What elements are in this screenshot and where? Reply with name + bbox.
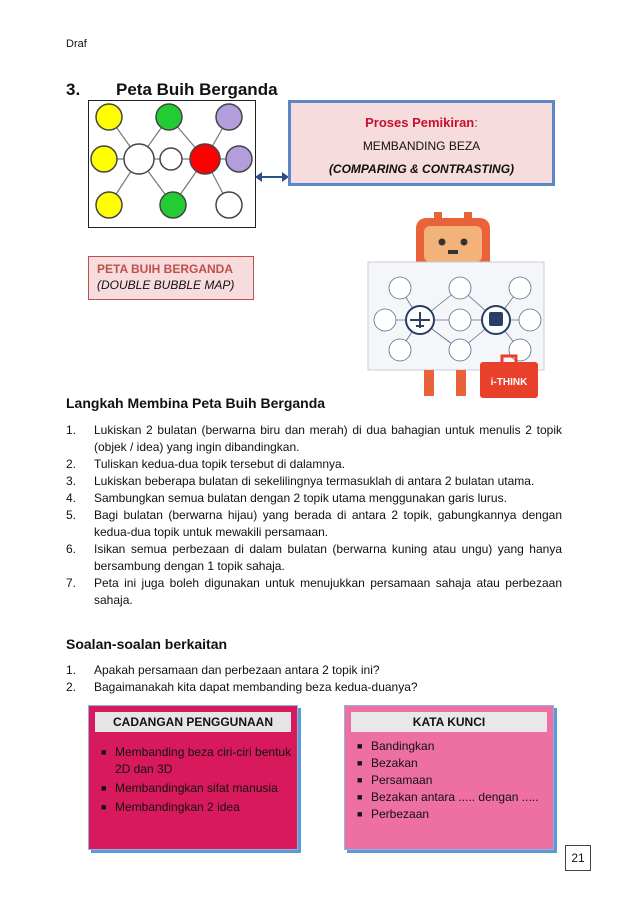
keyword-item — [345, 772, 553, 789]
mini-bubble — [519, 309, 541, 331]
map-label-title: PETA BUIH BERGANDA — [97, 262, 234, 276]
item-text: Lukiskan 2 bulatan (berwarna biru dan merah) di dua bahagian untuk menulis 2 topik (objek / idea) yang ingin dibandingkan. — [94, 423, 562, 454]
bullet-text: Bezakan — [371, 756, 418, 770]
square-bullet-icon: ■ — [101, 802, 107, 812]
bubble-center — [160, 148, 182, 170]
usage-item — [89, 780, 297, 797]
step-item — [66, 456, 562, 473]
item-number: 4. — [66, 491, 77, 505]
process-title: Proses Pemikiran: — [365, 115, 478, 130]
bullet-text: Bandingkan — [371, 739, 435, 753]
bubble-yellow — [96, 192, 122, 218]
questions-list — [66, 662, 562, 696]
item-number: 2. — [66, 680, 77, 694]
mini-bubble — [509, 277, 531, 299]
mini-bubble — [374, 309, 396, 331]
step-item — [66, 575, 562, 609]
step-item — [66, 507, 562, 541]
item-text: Sambungkan semua bulatan dengan 2 topik utama menggunakan garis lurus. — [94, 491, 507, 505]
square-bullet-icon: ■ — [357, 809, 363, 819]
bubble-yellow — [96, 104, 122, 130]
bubble-purple — [226, 146, 252, 172]
keyword-card — [344, 705, 554, 850]
bubble-topic-left — [124, 144, 154, 174]
map-label-english: (DOUBLE BUBBLE MAP) — [97, 278, 235, 292]
item-number: 1. — [66, 423, 77, 437]
item-text: Peta ini juga boleh digunakan untuk menujukkan persamaan sahaja atau perbezaan sahaja. — [94, 576, 562, 607]
keyword-item — [345, 806, 553, 823]
usage-card-title: CADANGAN PENGGUNAAN — [95, 712, 291, 732]
mini-bubble — [389, 277, 411, 299]
mini-bubble — [389, 339, 411, 361]
square-bullet-icon: ■ — [101, 747, 107, 757]
step-item — [66, 473, 562, 490]
item-text: Apakah persamaan dan perbezaan antara 2 topik ini? — [94, 663, 380, 677]
draft-label: Draf — [66, 38, 87, 50]
item-number: 5. — [66, 508, 77, 522]
keyword-item — [345, 789, 553, 806]
item-number: 1. — [66, 663, 77, 677]
bullet-text: Membanding beza ciri-ciri bentuk 2D dan 3D — [115, 745, 292, 776]
ithink-mascot-illustration — [360, 212, 552, 402]
map-label-box — [88, 256, 254, 300]
item-number: 7. — [66, 576, 77, 590]
item-number: 3. — [66, 474, 77, 488]
bubble-green — [160, 192, 186, 218]
keyword-item — [345, 738, 553, 755]
square-bullet-icon: ■ — [357, 758, 363, 768]
square-bullet-icon: ■ — [357, 775, 363, 785]
bullet-text: Bezakan antara ..... dengan ..... — [371, 790, 539, 804]
step-item — [66, 422, 562, 456]
questions-heading: Soalan-soalan berkaitan — [66, 636, 228, 652]
step-item — [66, 541, 562, 575]
bubble-purple — [216, 104, 242, 130]
brand-logo: i-THINK — [490, 377, 528, 388]
bullet-text: Perbezaan — [371, 807, 430, 821]
section-title: Peta Buih Berganda — [116, 80, 278, 99]
square-bullet-icon: ■ — [357, 741, 363, 751]
process-english: (COMPARING & CONTRASTING) — [328, 162, 515, 176]
double-bubble-map-diagram — [88, 100, 256, 228]
bullet-text: Persamaan — [371, 773, 433, 787]
item-text: Lukiskan beberapa bulatan di sekelilingnya termasuklah di antara 2 bulatan utama. — [94, 474, 535, 488]
mini-bubble — [449, 309, 471, 331]
square-bullet-icon: ■ — [357, 792, 363, 802]
keyword-item — [345, 755, 553, 772]
steps-heading: Langkah Membina Peta Buih Berganda — [66, 395, 326, 411]
thinking-process-box — [288, 100, 555, 186]
process-subtitle: MEMBANDING BEZA — [362, 139, 481, 153]
keyword-card-title: KATA KUNCI — [351, 712, 547, 732]
question-item — [66, 662, 562, 679]
bubble-topic-red — [190, 144, 220, 174]
bubble-green — [156, 104, 182, 130]
bubble-yellow — [91, 146, 117, 172]
mini-bubble — [449, 339, 471, 361]
section-heading — [66, 80, 278, 100]
bubble-map-svg — [89, 101, 255, 227]
item-number: 6. — [66, 542, 77, 556]
steps-list — [66, 422, 562, 609]
mini-bubble — [449, 277, 471, 299]
bubble-white — [216, 192, 242, 218]
bullet-text: Membandingkan sifat manusia — [115, 781, 278, 795]
page-number: 21 — [565, 845, 591, 871]
square-bullet-icon: ■ — [101, 783, 107, 793]
usage-item — [89, 799, 297, 816]
usage-card — [88, 705, 298, 850]
bullet-text: Membandingkan 2 idea — [115, 800, 240, 814]
item-text: Tuliskan kedua-dua topik tersebut di dalamnya. — [94, 457, 346, 471]
item-text: Isikan semua perbezaan di dalam bulatan (berwarna kuning atau ungu) yang hanya bersambung dengan 1 topik sahaja. — [94, 542, 562, 573]
keyword-card-list — [345, 738, 553, 823]
item-text: Bagi bulatan (berwarna hijau) yang berada di antara 2 topik, gabungkannya dengan kedua-dua topik untuk mewakili persamaan. — [94, 508, 562, 539]
item-number: 2. — [66, 457, 77, 471]
item-text: Bagaimanakah kita dapat membanding beza kedua-duanya? — [94, 680, 418, 694]
usage-item — [89, 744, 297, 778]
usage-card-list — [89, 744, 297, 816]
mini-bubble — [509, 339, 531, 361]
double-arrow-icon — [255, 170, 289, 184]
step-item — [66, 490, 562, 507]
section-number: 3. — [66, 80, 81, 99]
question-item — [66, 679, 562, 696]
